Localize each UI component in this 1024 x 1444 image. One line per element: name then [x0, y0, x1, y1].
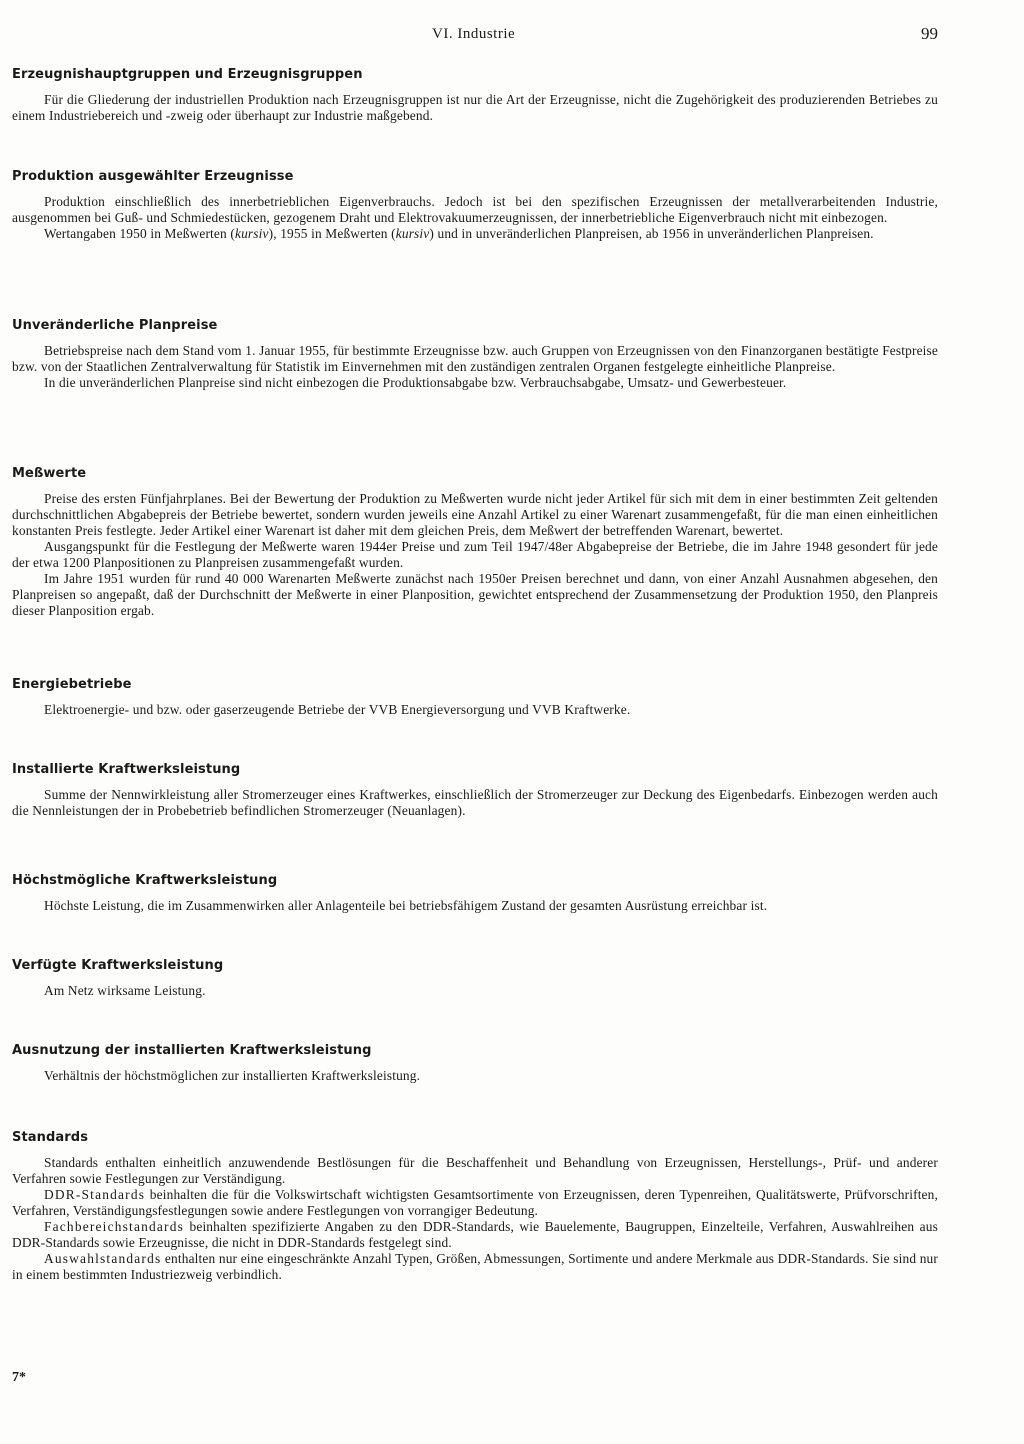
section-verfuegte-kraftwerksleistung	[12, 958, 938, 999]
section-installierte-kraftwerksleistung	[12, 762, 938, 819]
paragraph: Summe der Nennwirkleistung aller Stromerzeuger eines Kraftwerkes, einschließlich der Stromerzeuger zur Deckung des Eigenbedarfs. Einbezogen werden auch die Nennleistungen der in Probebetrieb befindlichen Stromerzeuger (Neuanlagen).	[12, 787, 938, 818]
paragraph	[12, 226, 938, 242]
spaced-term: Fachbereichstandards	[44, 1219, 185, 1234]
section-heading: Unveränderliche Planpreise	[12, 318, 218, 333]
paragraph: Elektroenergie- und bzw. oder gaserzeugende Betriebe der VVB Energieversorgung und VVB Kraftwerke.	[44, 702, 631, 717]
section-produktion-ausgewaehlter-erzeugnisse	[12, 169, 938, 242]
italic-term: kursiv	[234, 226, 269, 241]
section-heading: Energiebetriebe	[12, 677, 132, 692]
section-unveraenderliche-planpreise	[12, 318, 938, 391]
section-heading: Installierte Kraftwerksleistung	[12, 762, 241, 777]
paragraph	[12, 1219, 938, 1251]
signature-mark: 7*	[12, 1370, 26, 1385]
paragraph: Preise des ersten Fünfjahrplanes. Bei der Bewertung der Produktion zu Meßwerten wurde nicht jeder Artikel für sich mit dem in einer bestimmten Zeit geltenden durchschnittlichen Abgabepreis der Betriebe bewertet, sondern wurden jeweils eine Anzahl Artikel zu einer Warenart zusammengefaßt, für die man einen einheitlichen konstanten Preis festlegte. Jeder Artikel einer Warenart ist daher mit dem gleichen Preis, dem Meßwert der betreffenden Warenart, bewertet.	[12, 491, 938, 538]
text-run: ), 1955 in Meßwerten (	[268, 226, 396, 241]
text-run: Wertangaben 1950 in Meßwerten (	[44, 226, 235, 241]
running-title: VI. Industrie	[432, 26, 516, 42]
section-messwerte	[12, 466, 938, 619]
paragraph: In die unveränderlichen Planpreise sind nicht einbezogen die Produktionsabgabe bzw. Verbrauchsabgabe, Umsatz- und Gewerbesteuer.	[44, 375, 787, 390]
section-heading: Meßwerte	[12, 466, 87, 481]
section-heading: Höchstmögliche Kraftwerksleistung	[12, 873, 278, 888]
paragraph: Standards enthalten einheitlich anzuwendende Bestlösungen für die Beschaffenheit und Behandlung von Erzeugnissen, Herstellungs-, Prüf- und anderer Verfahren sowie Festlegungen zur Verständigung.	[12, 1155, 938, 1186]
section-ausnutzung	[12, 1043, 938, 1084]
paragraph: Höchste Leistung, die im Zusammenwirken aller Anlagenteile bei betriebsfähigem Zustand der gesamten Ausrüstung erreichbar ist.	[44, 898, 768, 913]
section-standards	[12, 1130, 938, 1283]
paragraph: Im Jahre 1951 wurden für rund 40 000 Warenarten Meßwerte zunächst nach 1950er Preisen berechnet und dann, von einer Anzahl Ausnahmen abgesehen, den Planpreisen so angepaßt, daß der Durchschnitt der Meßwerte in einer Planposition, gewichtet entsprechend der Zusammensetzung der Produktion 1950, den Planpreis dieser Planposition ergab.	[12, 571, 938, 618]
page-number: 99	[921, 24, 938, 43]
text-run: beinhalten die für die Volkswirtschaft wichtigsten Gesamtsortimente von Erzeugnissen, deren Typenreihen, Qualitätswerte, Prüfvorschriften, Verfahren, Verständigungsfestlegungen sowie andere Festlegungen von vorrangiger Bedeutung.	[12, 1187, 938, 1218]
text-run: beinhalten spezifizierte Angaben zu den DDR-Standards, wie Bauelemente, Baugruppen, Einzelteile, Verfahren, Auswahlreihen aus DDR-Standards sowie Erzeugnisse, die nicht in DDR-Standards festgelegt sind.	[12, 1219, 938, 1250]
text-run: enthalten nur eine eingeschränkte Anzahl Typen, Größen, Abmessungen, Sortimente und andere Merkmale aus DDR-Standards. Sie sind nur in einem bestimmten Industriezweig verbindlich.	[12, 1251, 938, 1282]
page-header	[12, 26, 938, 50]
paragraph: Für die Gliederung der industriellen Produktion nach Erzeugnisgruppen ist nur die Art der Erzeugnisse, nicht die Zugehörigkeit des produzierenden Betriebes zu einem Industriebereich und -zweig oder überhaupt zur Industrie maßgebend.	[12, 92, 938, 123]
paragraph: Produktion einschließlich des innerbetrieblichen Eigenverbrauchs. Jedoch ist bei den spezifischen Erzeugnissen der metallverarbeitenden Industrie, ausgenommen bei Guß- und Schmiedestücken, gezogenem Draht und Elektrovakuumerzeugnissen, der innerbetriebliche Eigenverbrauch nicht mit einbezogen.	[12, 194, 938, 225]
section-heading: Ausnutzung der installierten Kraftwerksleistung	[12, 1043, 372, 1058]
paragraph: Ausgangspunkt für die Festlegung der Meßwerte waren 1944er Preise und zum Teil 1947/48er Abgabepreise der Betriebe, die im Jahre 1948 gesondert für jede der etwa 1200 Planpositionen zu Planpreisen zusammengefaßt wurden.	[12, 539, 938, 570]
paragraph	[12, 1187, 938, 1219]
paragraph: Betriebspreise nach dem Stand vom 1. Januar 1955, für bestimmte Erzeugnisse bzw. auch Gruppen von Erzeugnissen von den Finanzorganen bestätigte Festpreise bzw. von der Staatlichen Zentralverwaltung für Statistik im Einvernehmen mit den zuständigen zentralen Organen festgelegte einheitliche Planpreise.	[12, 343, 938, 374]
paragraph: Am Netz wirksame Leistung.	[44, 983, 206, 998]
section-energiebetriebe	[12, 677, 938, 718]
text-run: ) und in unveränderlichen Planpreisen, ab 1956 in unveränderlichen Planpreisen.	[429, 226, 874, 241]
section-heading: Standards	[12, 1130, 89, 1145]
italic-term: kursiv	[395, 226, 430, 241]
spaced-term: Auswahlstandards	[44, 1251, 162, 1266]
section-heading: Verfügte Kraftwerksleistung	[12, 958, 224, 973]
section-heading: Produktion ausgewählter Erzeugnisse	[12, 169, 294, 184]
paragraph: Verhältnis der höchstmöglichen zur installierten Kraftwerksleistung.	[44, 1068, 421, 1083]
section-erzeugnisgruppen	[12, 67, 938, 124]
spaced-term: DDR-Standards	[44, 1187, 146, 1202]
section-hoechstmoegliche-kraftwerksleistung	[12, 873, 938, 914]
section-heading: Erzeugnishauptgruppen und Erzeugnisgruppen	[12, 67, 363, 82]
paragraph	[12, 1251, 938, 1283]
